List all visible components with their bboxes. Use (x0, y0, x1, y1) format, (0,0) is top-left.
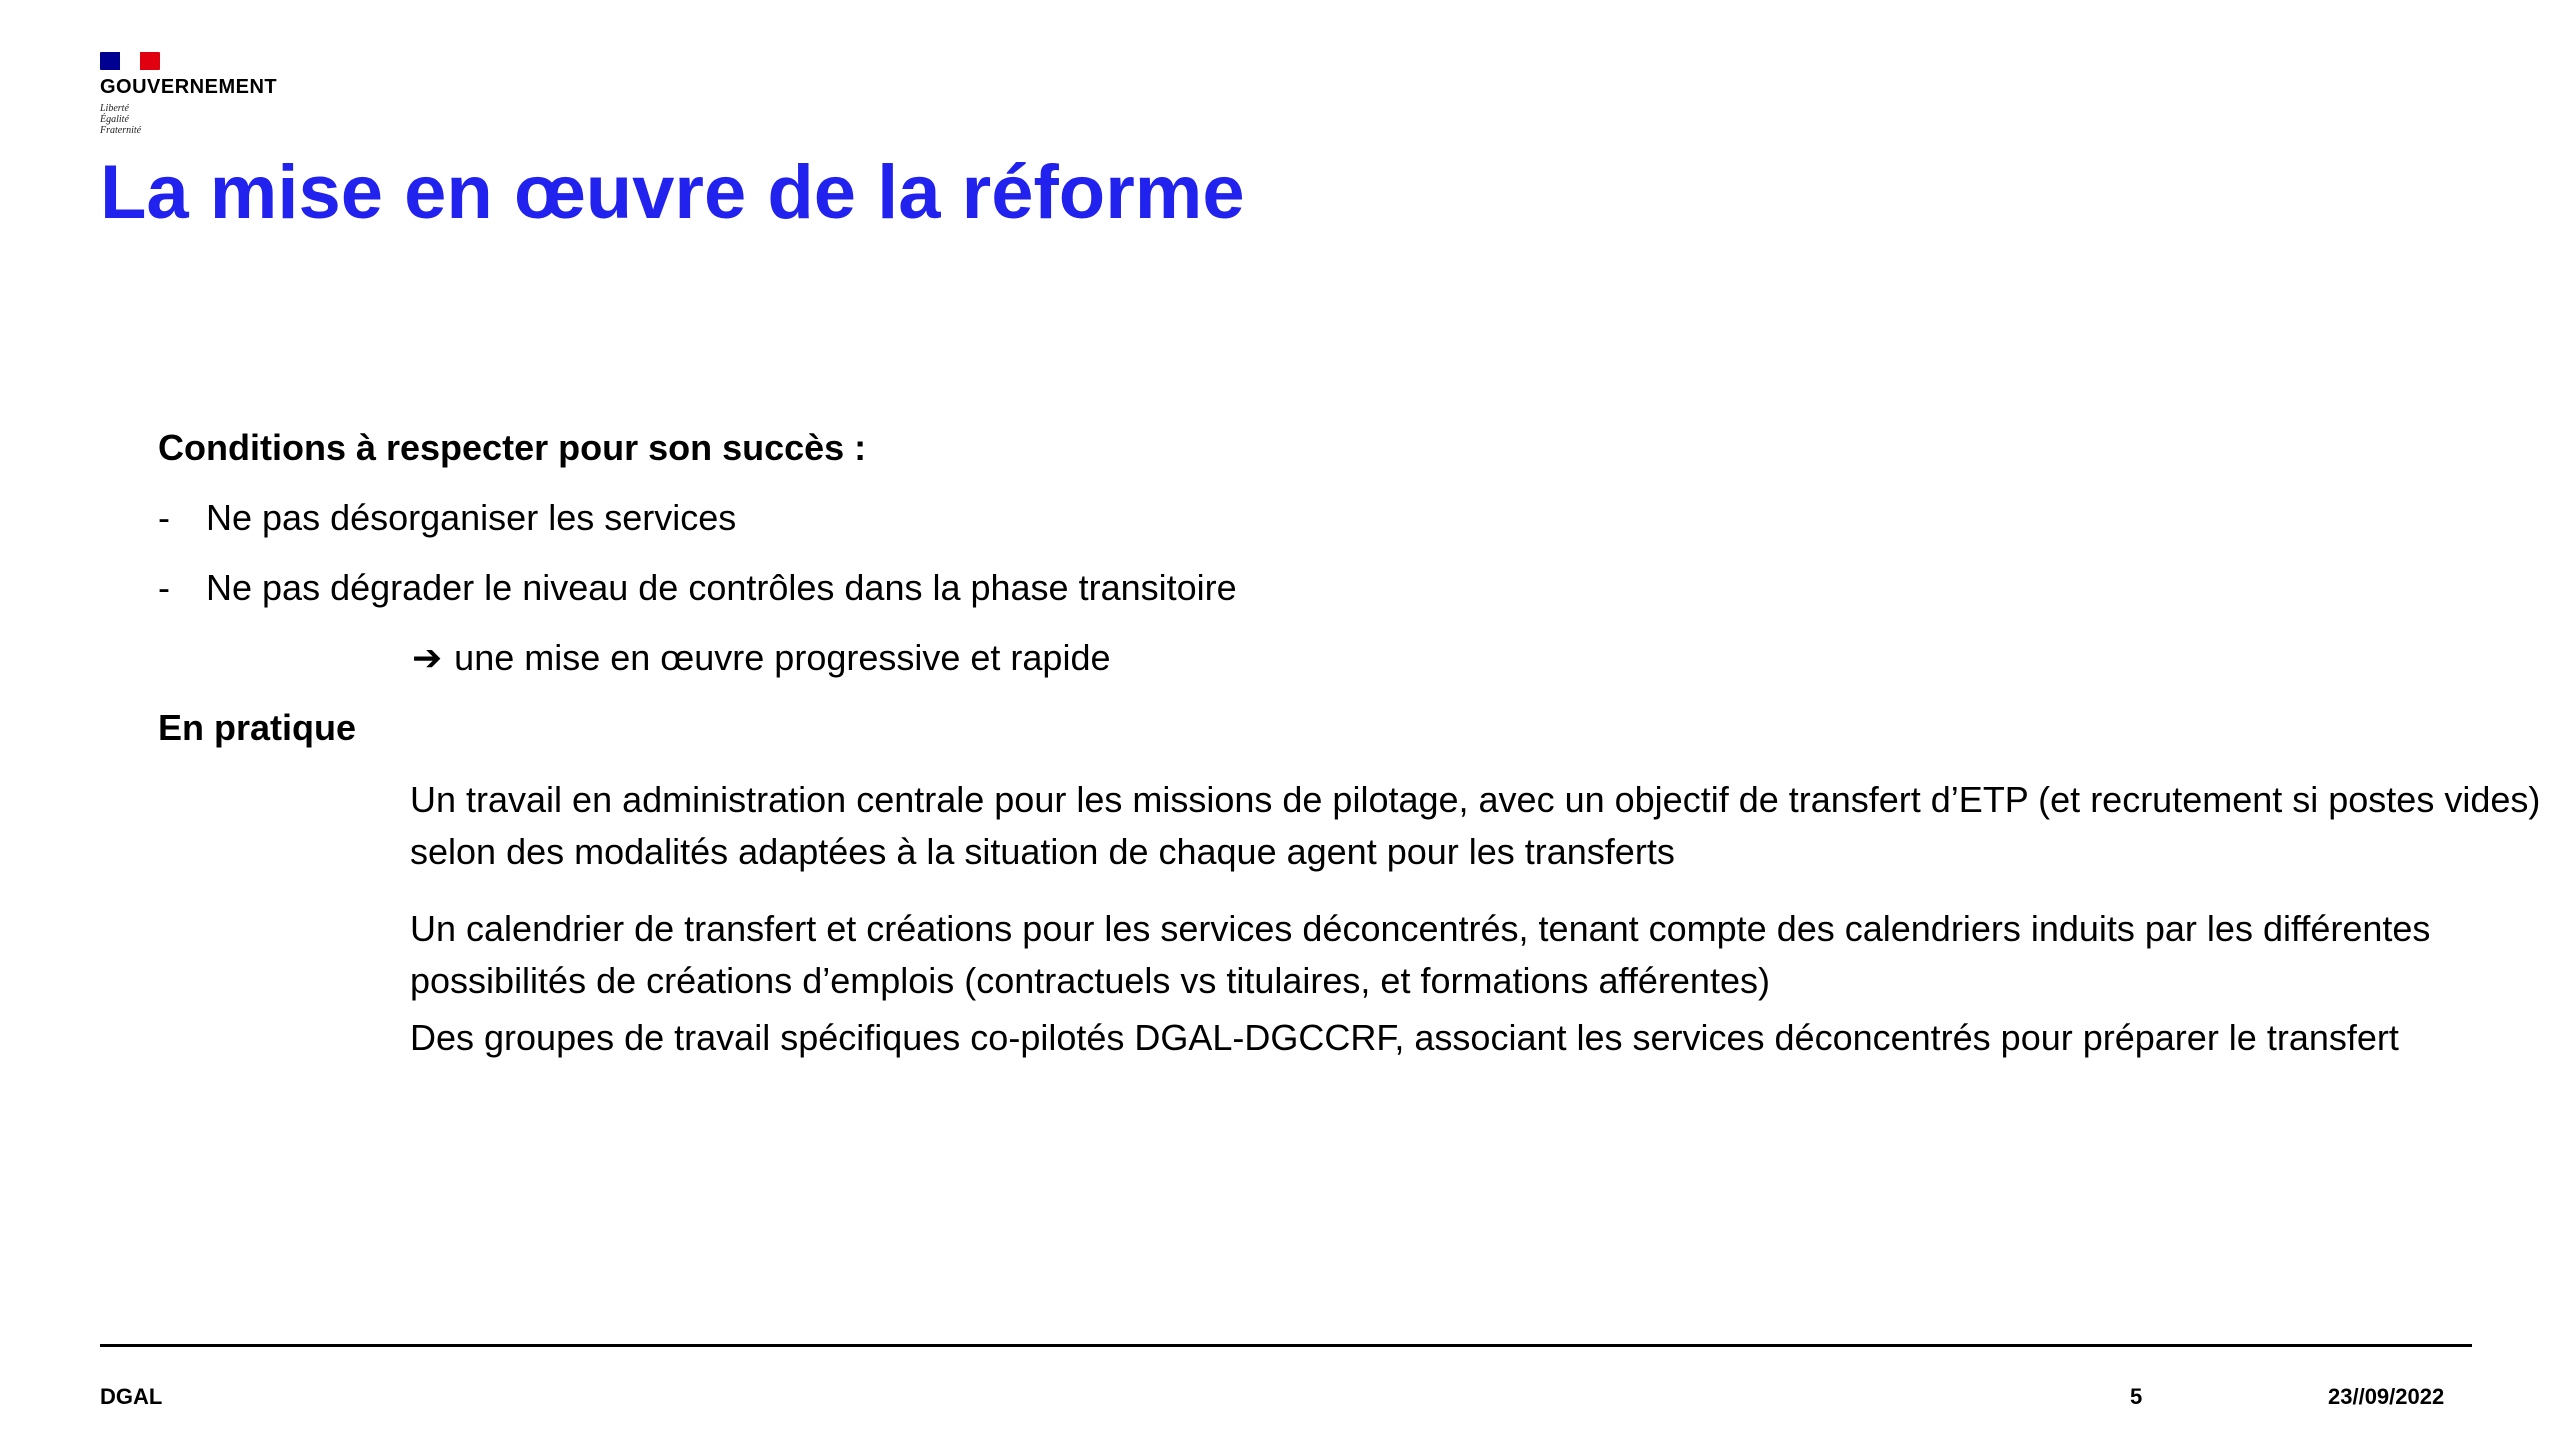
logo-name: GOUVERNEMENT (100, 76, 278, 98)
dash-bullet: - (158, 497, 170, 538)
practice-item: Des groupes de travail spécifiques co-pilotés DGAL-DGCCRF, associant les services déconcentrés pour préparer le transfert (410, 1017, 2399, 1058)
footer-date: 23//09/2022 (2328, 1384, 2445, 1409)
condition-item (158, 566, 1237, 609)
footer-org: DGAL (100, 1384, 163, 1409)
dash-bullet: - (158, 567, 170, 608)
practice-item: Un travail en administration centrale pour les missions de pilotage, avec un objectif de transfert d’ETP (et recrutement si postes vides) selon des modalités adaptées à la situation de chaque agent pour les transferts (410, 779, 2541, 872)
right-arrow-icon: ➔ (412, 637, 443, 678)
conclusion-line (412, 636, 1111, 679)
practice-item: Un calendrier de transfert et créations pour les services déconcentrés, tenant compte des calendriers induits par les différentes possibilités de créations d’emplois (contractuels vs titulaires, et formations afférentes) (410, 908, 2431, 1001)
condition-item (158, 496, 736, 539)
conditions-heading: Conditions à respecter pour son succès : (158, 427, 867, 468)
page-number: 5 (2130, 1384, 2143, 1409)
conclusion-text: une mise en œuvre progressive et rapide (454, 637, 1111, 678)
motto-line: Fraternité (100, 125, 142, 136)
motto-line: Égalité (100, 114, 129, 125)
practice-heading: En pratique (158, 707, 357, 748)
footer-divider (100, 1344, 2472, 1347)
page-title: La mise en œuvre de la réforme (100, 150, 1245, 235)
condition-text: Ne pas dégrader le niveau de contrôles dans la phase transitoire (206, 567, 1237, 608)
condition-text: Ne pas désorganiser les services (206, 497, 737, 538)
motto-line: Liberté (100, 103, 129, 114)
